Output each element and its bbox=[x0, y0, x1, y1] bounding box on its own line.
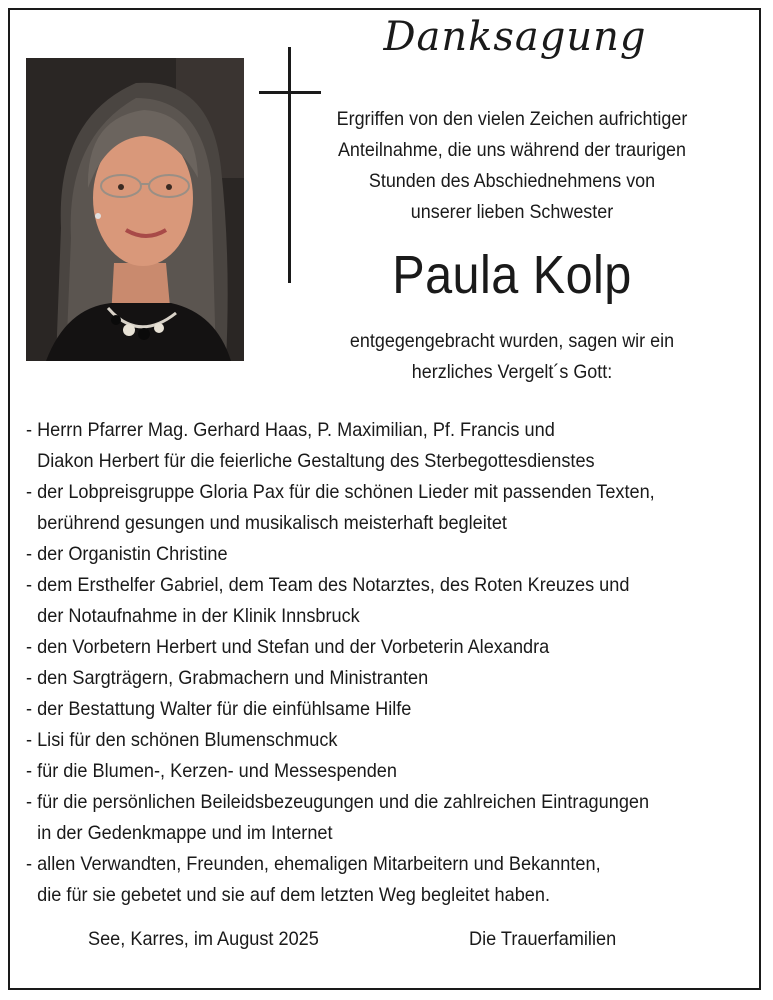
thanks-line: die für sie gebetet und sie auf dem letzten Weg begleitet haben. bbox=[37, 884, 550, 906]
thanks-line: der Notaufnahme in der Klinik Innsbruck bbox=[37, 605, 360, 627]
thanks-line: - den Sargträgern, Grabmachern und Ministranten bbox=[26, 667, 429, 689]
thanks-line: - für die Blumen-, Kerzen- und Messespenden bbox=[26, 760, 397, 782]
thanks-line: in der Gedenkmappe und im Internet bbox=[37, 822, 333, 844]
intro-line: unserer lieben Schwester bbox=[410, 201, 614, 223]
signature: Die Trauerfamilien bbox=[469, 928, 617, 950]
thanks-line: - der Bestattung Walter für die einfühlsame Hilfe bbox=[26, 698, 412, 720]
intro-line: Ergriffen von den vielen Zeichen aufrichtiger bbox=[336, 108, 688, 130]
heading: Danksagung bbox=[383, 14, 647, 60]
place-date: See, Karres, im August 2025 bbox=[88, 928, 319, 950]
thanks-line: - den Vorbetern Herbert und Stefan und der Vorbeterin Alexandra bbox=[26, 636, 550, 658]
intro-text bbox=[317, 104, 707, 228]
gratitude-line: entgegengebracht wurden, sagen wir ein bbox=[349, 330, 675, 352]
thanks-list bbox=[26, 415, 733, 911]
thanks-line: Diakon Herbert für die feierliche Gestaltung des Sterbegottesdienstes bbox=[37, 450, 595, 472]
thanks-line: - allen Verwandten, Freunden, ehemaligen Mitarbeitern und Bekannten, bbox=[26, 853, 601, 875]
thanks-line: - dem Ersthelfer Gabriel, dem Team des Notarztes, des Roten Kreuzes und bbox=[26, 574, 630, 596]
intro-line: Stunden des Abschiednehmens von bbox=[368, 170, 656, 192]
thanks-line: - der Lobpreisgruppe Gloria Pax für die schönen Lieder mit passenden Texten, bbox=[26, 481, 655, 503]
thanks-line: berührend gesungen und musikalisch meisterhaft begleitet bbox=[37, 512, 507, 534]
thanks-line: - Herrn Pfarrer Mag. Gerhard Haas, P. Maximilian, Pf. Francis und bbox=[26, 419, 555, 441]
thanks-line: - Lisi für den schönen Blumenschmuck bbox=[26, 729, 338, 751]
deceased-name: Paula Kolp bbox=[392, 245, 632, 305]
gratitude-line: herzliches Vergelt´s Gott: bbox=[411, 361, 613, 383]
portrait-illustration bbox=[26, 58, 244, 361]
thanks-line: - der Organistin Christine bbox=[26, 543, 228, 565]
thanks-line: - für die persönlichen Beileidsbezeugungen und die zahlreichen Eintragungen bbox=[26, 791, 650, 813]
portrait-photo bbox=[26, 58, 244, 361]
cross-symbol bbox=[259, 47, 321, 283]
gratitude-text bbox=[317, 326, 707, 388]
intro-line: Anteilnahme, die uns während der traurigen bbox=[337, 139, 687, 161]
